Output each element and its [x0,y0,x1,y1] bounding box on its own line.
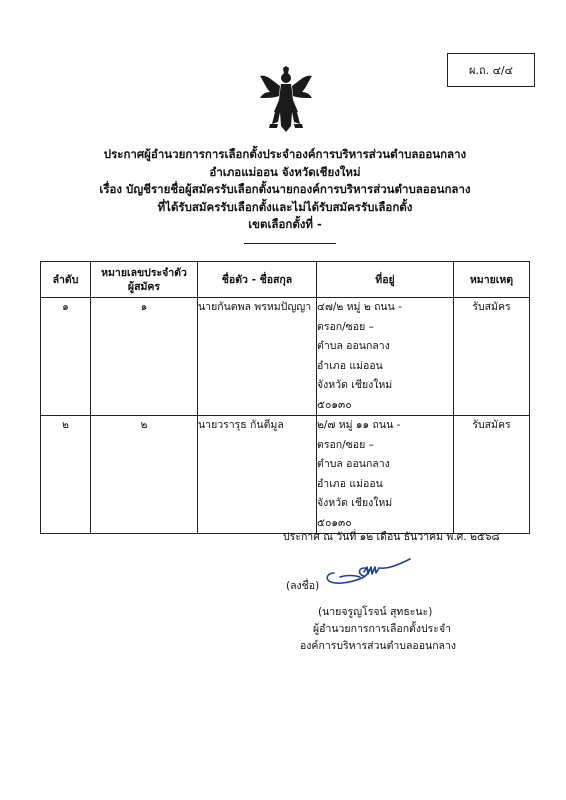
form-code: ผ.ถ. ๔/๔ [469,64,513,77]
address-line: อำเภอ แม่ออน [317,359,383,372]
row-address [317,298,454,416]
address-line: ๔๗/๒ หมู่ ๒ ถนน - [317,301,402,313]
address-line: ตำบล ออนกลาง [317,340,390,352]
heading-line-3: เรื่อง บัญชีรายชื่อผู้สมัครรับเลือกตั้งนายกองค์การบริหารส่วนตำบลออนกลาง [99,182,471,196]
address-line: ๒/๗ หมู่ ๑๑ ถนน - [317,419,401,431]
table-row [41,416,530,534]
address-line: อำเภอ แม่ออน [317,477,383,490]
address-line: ๕๐๑๓๐ [317,398,352,411]
form-code-box [447,53,535,87]
handwritten-signature [320,555,415,589]
heading-line-5: เขตเลือกตั้งที่ - [248,217,322,231]
header-number-line-1: หมายเลขประจำตัว [101,266,187,279]
address-line: ตำบล ออนกลาง [317,458,390,470]
row-note: รับสมัคร [454,416,530,534]
row-candidate-name: นายวรารุธ กันตีมูล [198,416,317,534]
row-order: ๒ [41,416,91,534]
address-line: จังหวัด เชียงใหม่ [317,379,393,391]
heading-line-1: ประกาศผู้อำนวยการการเลือกตั้งประจำองค์การบริหารส่วนตำบลออนกลาง [103,147,467,161]
header-candidate-number [91,262,198,298]
header-note: หมายเหตุ [454,262,530,298]
address-line: ตรอก/ซอย – [317,320,374,333]
row-candidate-name: นายกันตพล พรหมปัญญา [198,298,317,416]
row-candidate-number: ๑ [91,298,198,416]
announcement-heading [60,146,510,234]
header-number-line-2: ผู้สมัคร [127,280,161,293]
signer-name: (นายจรูญโรจน์ สุทธะนะ) [318,606,433,618]
signature-label: (ลงชื่อ) [286,580,320,592]
heading-line-2: อำเภอแม่ออน จังหวัดเชียงใหม่ [209,164,361,179]
address-line: จังหวัด เชียงใหม่ [317,497,393,509]
header-name: ชื่อตัว - ชื่อสกุล [198,262,317,298]
garuda-emblem [258,66,314,134]
row-order: ๑ [41,298,91,416]
address-line: ๕๐๑๓๐ [317,516,352,529]
heading-underline [244,243,336,244]
row-address [317,416,454,534]
announcement-date: ประกาศ ณ วันที่ ๑๒ เดือน ธันวาคม พ.ศ. ๒๕๖๘ [283,531,500,543]
heading-line-4: ที่ได้รับสมัครรับเลือกตั้งและไม่ได้รับสมัครรับเลือกตั้ง [157,199,413,214]
signer-position-line-2: องค์การบริหารส่วนตำบลออนกลาง [300,640,457,652]
table-row [41,298,530,416]
table-header-row [41,262,530,298]
row-candidate-number: ๒ [91,416,198,534]
signer-position-line-1: ผู้อำนวยการการเลือกตั้งประจำ [313,623,451,635]
address-line: ตรอก/ซอย – [317,438,374,451]
header-order: ลำดับ [41,262,91,298]
header-address: ที่อยู่ [317,262,454,298]
row-note: รับสมัคร [454,298,530,416]
candidate-table [40,261,530,534]
